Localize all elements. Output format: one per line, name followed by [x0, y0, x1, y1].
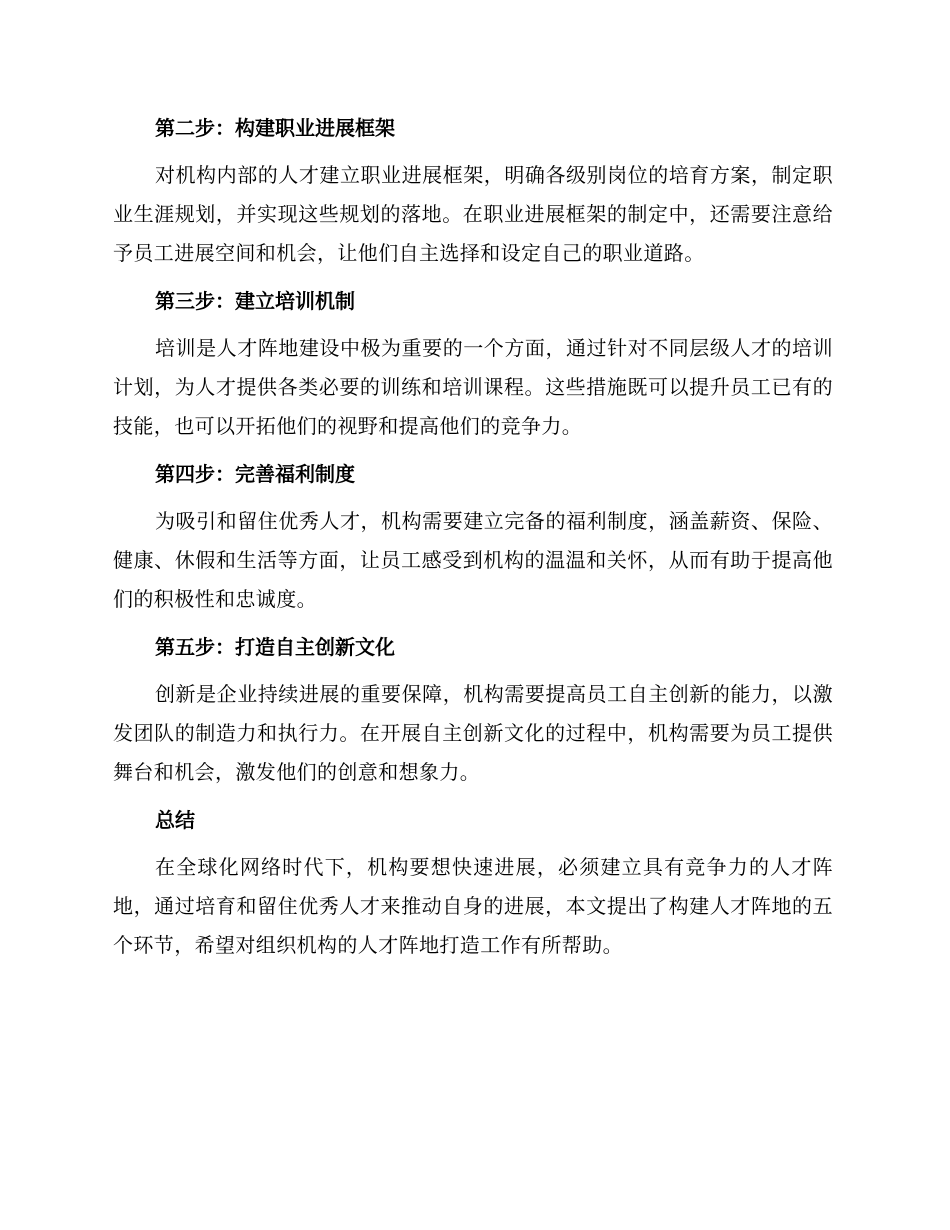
section-body-step-5: 创新是企业持续进展的重要保障，机构需要提高员工自主创新的能力，以激发团队的制造力和执行力。在开展自主创新文化的过程中，机构需要为员工提供舞台和机会，激发他们的创意和想象力。	[113, 682, 833, 784]
section-body-step-3: 培训是人才阵地建设中极为重要的一个方面，通过针对不同层级人才的培训计划，为人才提供各类必要的训练和培训课程。这些措施既可以提升员工已有的技能，也可以开拓他们的视野和提高他们的竞争力。	[113, 336, 833, 438]
section-body-step-2: 对机构内部的人才建立职业进展框架，明确各级别岗位的培育方案，制定职业生涯规划，并实现这些规划的落地。在职业进展框架的制定中，还需要注意给予员工进展空间和机会，让他们自主选择和设定自己的职业道路。	[113, 163, 833, 265]
section-heading-step-2: 第二步：构建职业进展框架	[155, 116, 395, 140]
section-body-step-4: 为吸引和留住优秀人才，机构需要建立完备的福利制度，涵盖薪资、保险、健康、休假和生活等方面，让员工感受到机构的温温和关怀，从而有助于提高他们的积极性和忠诚度。	[113, 509, 833, 611]
section-heading-step-3: 第三步：建立培训机制	[155, 289, 355, 313]
section-heading-summary: 总结	[155, 808, 195, 832]
section-body-summary: 在全球化网络时代下，机构要想快速进展，必须建立具有竞争力的人才阵地，通过培育和留住优秀人才来推动自身的进展，本文提出了构建人才阵地的五个环节，希望对组织机构的人才阵地打造工作有所帮助。	[113, 855, 833, 957]
document-content	[113, 108, 833, 973]
section-heading-step-5: 第五步：打造自主创新文化	[155, 635, 395, 659]
section-heading-step-4: 第四步：完善福利制度	[155, 462, 355, 486]
